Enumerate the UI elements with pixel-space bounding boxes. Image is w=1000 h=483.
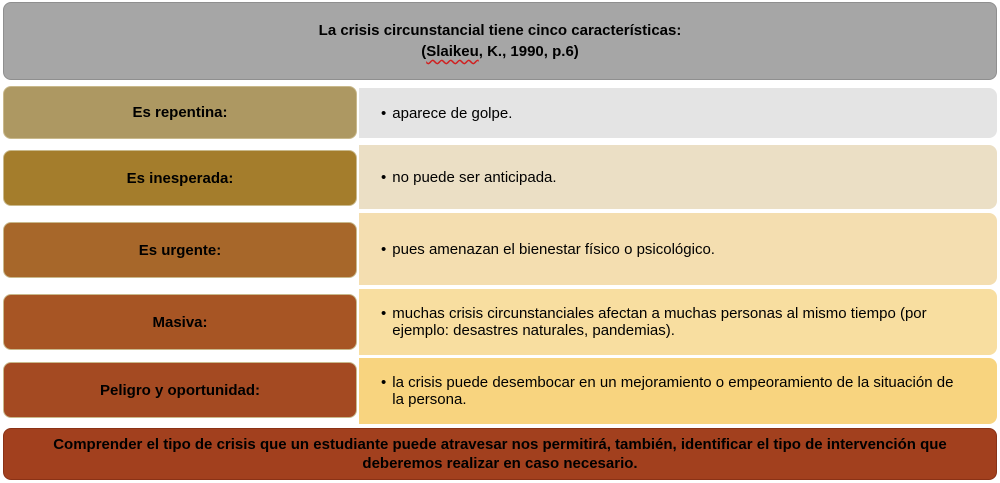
description-box-inesperada bbox=[359, 145, 997, 209]
bullet-icon: • bbox=[381, 168, 387, 186]
header-citation bbox=[421, 41, 579, 62]
label-text: Peligro y oportunidad: bbox=[100, 381, 260, 399]
description-text: pues amenazan el bienestar físico o psicológico. bbox=[392, 240, 715, 258]
bullet-icon: • bbox=[381, 104, 387, 122]
description-text: la crisis puede desembocar en un mejoramiento o empeoramiento de la situación de la persona. bbox=[392, 374, 954, 408]
bullet-icon: • bbox=[381, 305, 387, 322]
label-box-peligro-oportunidad bbox=[3, 362, 357, 418]
header-box bbox=[3, 2, 997, 80]
description-text: no puede ser anticipada. bbox=[392, 168, 557, 186]
label-box-masiva bbox=[3, 294, 357, 350]
label-text: Masiva: bbox=[152, 313, 208, 331]
description-box-urgente bbox=[359, 213, 997, 285]
description-box-masiva bbox=[359, 289, 997, 355]
bullet-icon: • bbox=[381, 240, 387, 258]
description-box-repentina bbox=[359, 88, 997, 138]
footer-box bbox=[3, 428, 997, 480]
label-box-urgente bbox=[3, 222, 357, 278]
header-title: La crisis circunstancial tiene cinco características: bbox=[318, 22, 682, 39]
citation-author: Slaikeu bbox=[426, 43, 479, 60]
description-text: muchas crisis circunstanciales afectan a muchas personas al mismo tiempo (por ejemplo: desastres naturales, pandemias). bbox=[392, 305, 927, 339]
label-text: Es repentina: bbox=[132, 104, 228, 121]
footer-text: Comprender el tipo de crisis que un estudiante puede atravesar nos permitirá, también, identificar el tipo de intervención que deberemos realizar en caso necesario. bbox=[53, 436, 947, 472]
citation-rest: , K., 1990, p.6) bbox=[478, 43, 579, 60]
citation-open: ( bbox=[421, 43, 427, 60]
description-box-peligro-oportunidad bbox=[359, 358, 997, 424]
bullet-icon: • bbox=[381, 374, 387, 391]
label-text: Es urgente: bbox=[138, 241, 222, 259]
label-box-inesperada bbox=[3, 150, 357, 206]
label-box-repentina bbox=[3, 86, 357, 139]
description-text: aparece de golpe. bbox=[392, 104, 513, 122]
label-text: Es inesperada: bbox=[126, 169, 234, 187]
